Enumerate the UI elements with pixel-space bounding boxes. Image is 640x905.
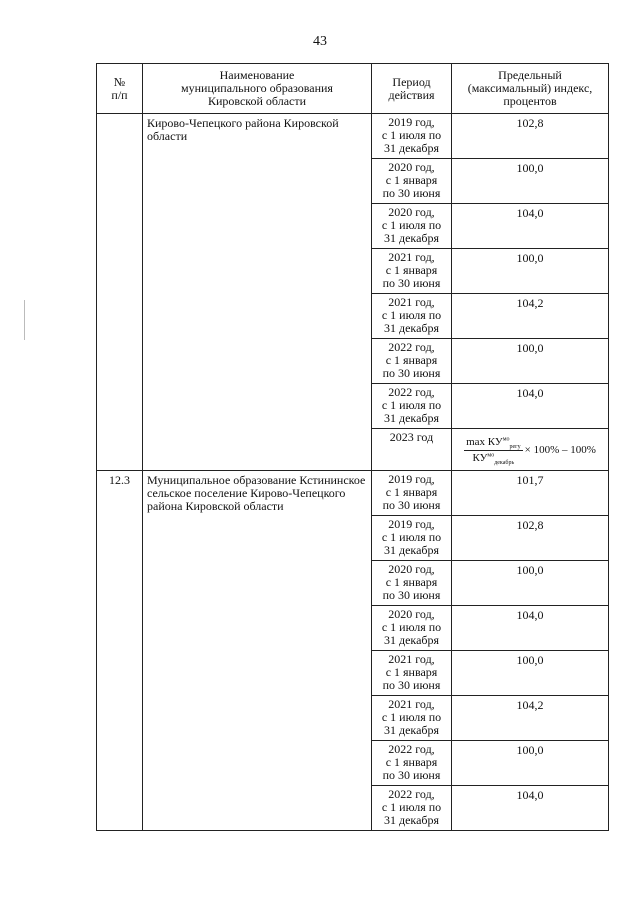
index-value: 104,2 — [452, 696, 609, 741]
period-cell: 2021 год, с 1 июля по 31 декабря — [372, 294, 452, 339]
index-value: 100,0 — [452, 159, 609, 204]
period-cell: 2022 год, с 1 июля по 31 декабря — [372, 786, 452, 831]
index-value: 104,0 — [452, 786, 609, 831]
index-value: 104,0 — [452, 384, 609, 429]
period-cell: 2023 год — [372, 429, 452, 471]
period-cell: 2019 год, с 1 июля по 31 декабря — [372, 516, 452, 561]
header-num: № п/п — [97, 64, 143, 114]
period-cell: 2020 год, с 1 января по 30 июня — [372, 561, 452, 606]
index-value: 104,2 — [452, 294, 609, 339]
row-number — [97, 114, 143, 471]
index-value: 104,0 — [452, 606, 609, 651]
index-value: 102,8 — [452, 516, 609, 561]
tariff-index-table — [96, 63, 609, 831]
index-value: 100,0 — [452, 651, 609, 696]
period-cell: 2022 год, с 1 января по 30 июня — [372, 741, 452, 786]
period-cell: 2020 год, с 1 января по 30 июня — [372, 159, 452, 204]
index-value: 100,0 — [452, 741, 609, 786]
period-cell: 2019 год, с 1 января по 30 июня — [372, 471, 452, 516]
period-cell: 2019 год, с 1 июля по 31 декабря — [372, 114, 452, 159]
formula-cell — [452, 429, 609, 471]
index-formula: $\frac{\max КУ^{мо}_{регу}}{КУ^{мо}_{декабрь}}$ × 100% – 100% — [466, 435, 596, 466]
index-value: 100,0 — [452, 561, 609, 606]
period-cell: 2021 год, с 1 января по 30 июня — [372, 651, 452, 696]
header-period: Период действия — [372, 64, 452, 114]
period-cell: 2022 год, с 1 июля по 31 декабря — [372, 384, 452, 429]
index-value: 100,0 — [452, 249, 609, 294]
header-index: Предельный (максимальный) индекс, процентов — [452, 64, 609, 114]
index-value: 101,7 — [452, 471, 609, 516]
index-value: 102,8 — [452, 114, 609, 159]
period-cell: 2021 год, с 1 января по 30 июня — [372, 249, 452, 294]
row-number: 12.3 — [97, 471, 143, 831]
page-number: 43 — [313, 34, 327, 49]
period-cell: 2020 год, с 1 июля по 31 декабря — [372, 204, 452, 249]
period-cell: 2020 год, с 1 июля по 31 декабря — [372, 606, 452, 651]
index-value: 104,0 — [452, 204, 609, 249]
municipality-name: Кирово-Чепецкого района Кировской области — [143, 114, 372, 471]
table-header-row — [97, 64, 609, 114]
table-row — [97, 471, 609, 516]
index-value: 100,0 — [452, 339, 609, 384]
table-row — [97, 114, 609, 159]
municipality-name: Муниципальное образование Кстининское сельское поселение Кирово-Чепецкого района Кировской области — [143, 471, 372, 831]
period-cell: 2022 год, с 1 января по 30 июня — [372, 339, 452, 384]
period-cell: 2021 год, с 1 июля по 31 декабря — [372, 696, 452, 741]
header-name: Наименование муниципального образования Кировской области — [143, 64, 372, 114]
binding-mark — [24, 300, 25, 340]
